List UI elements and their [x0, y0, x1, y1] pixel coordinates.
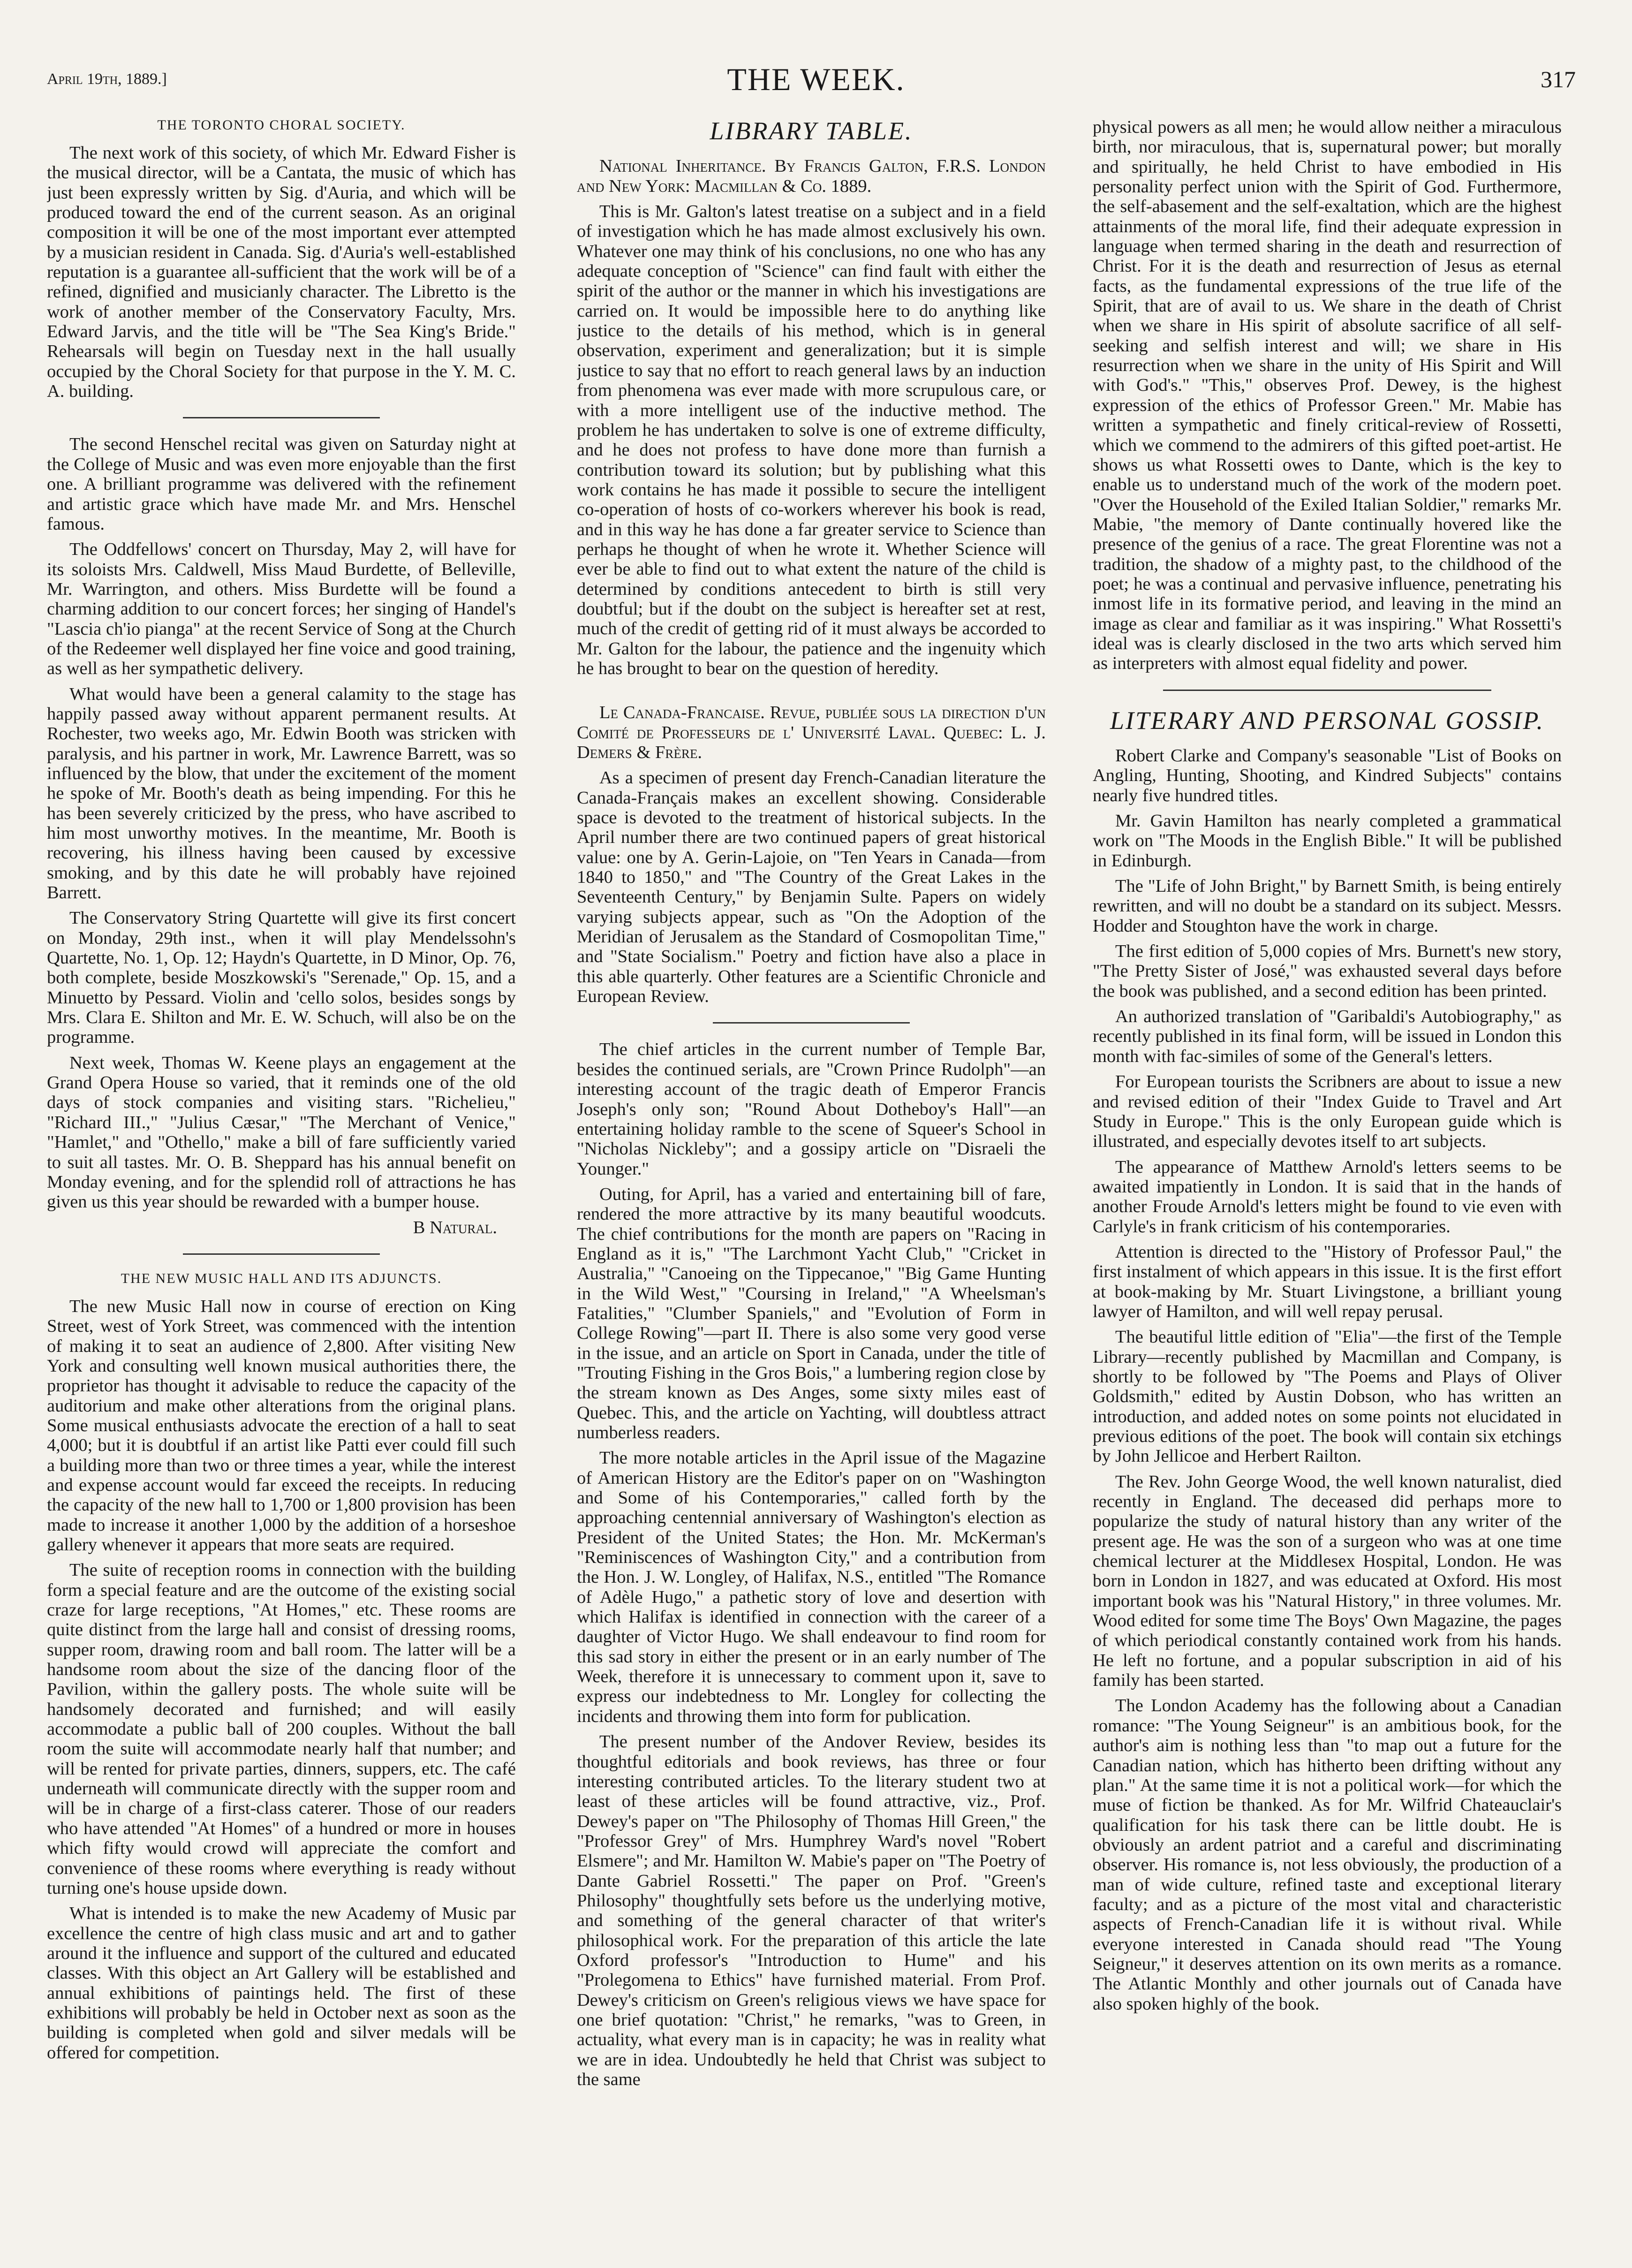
paragraph: What is intended is to make the new Academy of Music par excellence the centre of high class music and art and to gather around it the influence and support of the cultured and educated classes. With this object an Art Gallery will be established and annual exhibitions of paintings held. The first of these exhibitions will probably be held in October next as soon as the building is completed when gold and silver medals will be offered for competition. — [47, 1904, 516, 2063]
paragraph: The Conservatory String Quartette will give its first concert on Monday, 29th inst., when it will play Mendelssohn's Quartette, No. 1, Op. 12; Haydn's Quartette, in D Minor, Op. 76, both complete, beside Moszkowski's "Serenade," Op. 15, and a Minuetto by Pessard. Violin and 'cello solos, besides songs by Mrs. Clara E. Shilton and Mr. E. W. Schuch, will also be on the programme. — [47, 908, 516, 1047]
paragraph: The present number of the Andover Review, besides its thoughtful editorials and book reviews, has three or four interesting contributed articles. To the literary student two at least of these articles will be found attractive, viz., Prof. Dewey's paper on "The Philosophy of Thomas Hill Green," the "Professor Grey" of Mrs. Humphrey Ward's novel "Robert Elsmere"; and Mr. Hamilton W. Mabie's paper on "The Poetry of Dante Gabriel Rossetti." The paper on Prof. "Green's Philosophy" thoughtfully sets before us the underlying motive, and something of the general character of that writer's philosophical work. For the preparation of this article the late Oxford professor's "Introduction to Hume" and his "Prolegomena to Ethics" have furnished material. From Prof. Dewey's criticism on Green's religious views we have space for one brief quotation: "Christ," he remarks, "was to Green, in actuality, what every man is in capacity; he was in reality what we are in idea. Undoubtedly he held that Christ was subject to the same — [577, 1732, 1046, 2090]
paragraph: This is Mr. Galton's latest treatise on a subject and in a field of investigation which he has made almost exclusively his own. Whatever one may think of his conclusions, no one who has any adequate conception of "Science" can find fault with either the spirit of the author or the manner in which his investigations are carried on. It would be impossible here to do anything like justice to the details of his method, which is in general observation, experiment and generalization; but it is simple justice to say that no effort to reach general laws by an induction from phenomena was ever made with more scrupulous care, or with a more intelligent use of the inductive method. The problem he has undertaken to solve is one of extreme difficulty, and he does not profess to have done more than furnish a contribution toward its solution; but by publishing what this work contains he has made it possible to secure the intelligent co-operation of hosts of co-workers wherever his book is read, and in this way he has done a far greater service to Science than perhaps he thought of when he wrote it. Whether Science will ever be able to find out to what extent the nature of the child is determined by conditions antecedent to birth is still very doubtful; but if the doubt on the subject is hereafter set at rest, much of the credit of getting rid of it must always be accorded to Mr. Galton for the labour, the patience and the ingenuity which he has brought to bear on the question of heredity. — [577, 202, 1046, 678]
paragraph: The London Academy has the following about a Canadian romance: "The Young Seigneur" is an ambitious book, for the author's aim is nothing less than "to map out a future for the Canadian nation, which has hitherto been drifting without any plan." At the same time it is not a political work—for which the muse of fiction be thanked. As for Mr. Wilfrid Chateauclair's qualification for his task there can be little doubt. He is obviously an ardent patriot and a careful and discriminating observer. His romance is, not less obviously, the production of a man of wide culture, refined taste and exceptional literary faculty; and as a picture of the most vital and characteristic aspects of French-Canadian life it is without rival. While everyone interested in Canada should read "The Young Seigneur," it deserves attention on its own merits as a romance. The Atlantic Monthly and other journals out of Canada have also spoken highly of the book. — [1093, 1696, 1562, 2014]
issue-date: April 19th, 1889.] — [47, 70, 167, 88]
paragraph: The second Henschel recital was given on Saturday night at the College of Music and was even more enjoyable than the first one. A brilliant programme was delivered with the refinement and artistic grace which have made Mr. and Mrs. Henschel famous. — [47, 434, 516, 534]
paragraph: The suite of reception rooms in connection with the building form a special feature and are the outcome of the existing social craze for large receptions, "At Homes," etc. These rooms are quite distinct from the large hall and consist of dressing rooms, supper room, drawing room and ball room. The latter will be a handsome room about the size of the dancing floor of the Pavilion, within the gallery posts. The whole suite will be handsomely decorated and furnished; and will easily accommodate a public ball of 200 couples. Without the ball room the suite will accommodate nearly half that number; and will be rented for private parties, dinners, suppers, etc. The café underneath will communicate directly with the supper room and will be in charge of a first-class caterer. Those of our readers who have attended "At Homes" of a hundred or more in houses which fifty would crowd will appreciate the comfort and convenience of these rooms where everything is ready without turning one's house upside down. — [47, 1560, 516, 1898]
paragraph-continued: physical powers as all men; he would allow neither a miraculous birth, nor miraculous, that is, supernatural power; but morally and spiritually, he held Christ to have embodied in His personality perfect union with the Spirit of God. Furthermore, the self-abasement and the self-exaltation, which are the highest attainments of the moral life, find their adequate expression in language when termed sharing in the death and resurrection of Christ. For it is the death and resurrection of Jesus as eternal facts, as the fundamental expressions of the true life of the Spirit, that are of avail to us. We share in the death of Christ when we share in His spirit of absolute sacrifice of all self-seeking and selfish interest and will; we share in His resurrection when we share in the unity of His Spirit and Will with God's." "This," observes Prof. Dewey, is the highest expression of the ethics of Professor Green." Mr. Mabie has written a sympathetic and finely critical-review of Rossetti, which we commend to the admirers of this gifted poet-artist. He shows us what Rossetti owes to Dante, which is the key to enable us to understand much of the work of the modern poet. "Over the Household of the Exiled Italian Soldier," remarks Mr. Mabie, "the memory of Dante continually hovered like the presence of the genius of a race. The great Florentine was not a tradition, the shadow of a mighty past, to the childhood of the poet; he was a continual and pervasive influence, penetrating his inmost life in its formative period, and leaving in the mind an image as clear and familiar as it was inspiring." What Rossetti's ideal was is clearly disclosed in the two arts which served him as interpreters with almost equal fidelity and power. — [1093, 117, 1562, 674]
paper-title: THE WEEK. — [727, 61, 905, 97]
page-number: 317 — [1541, 66, 1576, 92]
signature: B Natural. — [413, 1217, 497, 1237]
book-title: Le Canada-Francaise. Revue, publiée sous la direction d'un Comité de Professeurs de l' Université Laval. Quebec: L. J. Demers & Frère. — [577, 703, 1046, 763]
column-middle — [577, 117, 1046, 2238]
book-title: National Inheritance. By Francis Galton, F.R.S. London and New York: Macmillan & Co. 1889. — [577, 156, 1046, 196]
paragraph: The appearance of Matthew Arnold's letters seems to be awaited impatiently in London. It is said that in the hands of another Froude Arnold's letters might be found to vie even with Carlyle's in frank criticism of his contemporaries. — [1093, 1157, 1562, 1236]
paragraph: The next work of this society, of which Mr. Edward Fisher is the musical director, will be a Cantata, the music of which has just been expressly written by Sig. d'Auria, and which will be produced toward the end of the current season. As an original composition it will be one of the most important ever attempted by a musician resident in Canada. Sig. d'Auria's well-established reputation is a guarantee all-sufficient that the work will be of a refined, dignified and musicianly character. The Libretto is the work of another member of the Conservatory Faculty, Mrs. Edward Jarvis, and the title will be "The Sea King's Bride." Rehearsals will begin on Tuesday next in the hall usually occupied by the Choral Society for that purpose in the Y. M. C. A. building. — [47, 143, 516, 402]
paragraph: An authorized translation of "Garibaldi's Autobiography," as recently published in its final form, will be issued in London this month with fac-similes of some of the General's letters. — [1093, 1007, 1562, 1066]
section-heading-library-table: LIBRARY TABLE. — [710, 117, 913, 145]
spacer — [577, 684, 1046, 703]
paragraph: Mr. Gavin Hamilton has nearly completed a grammatical work on "The Moods in the English Bible." It will be published in Edinburgh. — [1093, 811, 1562, 871]
divider — [1163, 690, 1491, 691]
section-heading-music-hall: THE NEW MUSIC HALL AND ITS ADJUNCTS. — [121, 1270, 442, 1286]
section-heading-choral: THE TORONTO CHORAL SOCIETY. — [157, 117, 406, 133]
paragraph: The more notable articles in the April issue of the Magazine of American History are the Editor's paper on on "Washington and Some of his Contemporaries," called forth by the approaching centennial anniversary of Washington's election as President of the United States; the Hon. Mr. McKerman's "Reminiscences of Washington City," and a contribution from the Hon. J. W. Longley, of Halifax, N.S., entitled "The Romance of Adèle Hugo," a pathetic story of love and desertion with which Halifax is identified in connection with the career of a daughter of Victor Hugo. We shall endeavour to find room for this sad story in either the present or in an early number of The Week, therefore it is unnecessary to comment upon it, save to express our indebtedness to Mr. Longley for collecting the incidents and throwing them into form for publication. — [577, 1448, 1046, 1726]
divider — [183, 1253, 380, 1255]
paragraph: The Rev. John George Wood, the well known naturalist, died recently in England. The deceased did perhaps more to popularize the study of natural history than any writer of the present age. He was the son of a surgeon who was at one time chemical lecturer at the Middlesex Hospital, London. He was born in London in 1827, and was educated at Oxford. His most important book was his "Natural History," in three volumes. Mr. Wood edited for some time The Boys' Own Magazine, the pages of which periodical constantly contained work from his hands. He left no fortune, and a popular subscription in aid of his family has been started. — [1093, 1472, 1562, 1691]
paragraph: What would have been a general calamity to the stage has happily passed away without apparent permanent results. At Rochester, two weeks ago, Mr. Edwin Booth was stricken with paralysis, and his partner in work, Mr. Lawrence Barrett, was so influenced by the blow, that under the excitement of the moment he spoke of Mr. Booth's death as being impending. For this he has been severely criticized by the press, who have ascribed to him most unworthy motives. In the meantime, Mr. Booth is recovering, his illness having been caused by excessive smoking, and by this date he will probably have rejoined Barrett. — [47, 684, 516, 903]
paragraph: Robert Clarke and Company's seasonable "List of Books on Angling, Hunting, Shooting, and Kindred Subjects" contains nearly five hundred titles. — [1093, 746, 1562, 805]
paragraph: The chief articles in the current number of Temple Bar, besides the continued serials, are "Crown Prince Rudolph"—an interesting account of the tragic death of Emperor Francis Joseph's only son; "Round About Dotheboy's Hall"—an entertaining holiday ramble to the scene of Squeer's School in "Nicholas Nickleby"; and a gossipy article on "Disraeli the Younger." — [577, 1039, 1046, 1179]
masthead — [0, 0, 1632, 99]
column-left — [47, 117, 516, 2238]
paragraph: The Oddfellows' concert on Thursday, May 2, will have for its soloists Mrs. Caldwell, Miss Maud Burdette, of Belleville, Mr. Warrington, and others. Miss Burdette will be found a charming addition to our concert forces; her singing of Handel's "Lascia ch'io pianga" at the recent Service of Song at the Church of the Redeemer well displayed her fine voice and good training, as well as her sympathetic delivery. — [47, 539, 516, 679]
paragraph: The new Music Hall now in course of erection on King Street, west of York Street, was commenced with the intention of making it to seat an audience of 2,800. After visiting New York and consulting well known musical authorities there, the proprietor has thought it advisable to reduce the capacity of the auditorium and make other alterations from the original plans. Some musical enthusiasts advocate the erection of a hall to seat 4,000; but it is doubtful if an artist like Patti ever could fill such a building more than two or three times a year, while the interest and expense account would far exceed the receipts. In reducing the capacity of the new hall to 1,700 or 1,800 provision has been made to increase it another 1,000 by the addition of a horseshoe gallery whenever it appears that more seats are required. — [47, 1296, 516, 1555]
divider — [713, 1022, 910, 1024]
divider — [183, 417, 380, 418]
section-heading-gossip: LITERARY AND PERSONAL GOSSIP. — [1110, 706, 1545, 735]
paragraph: As a specimen of present day French-Canadian literature the Canada-Français makes an excellent showing. Considerable space is devoted to the treatment of historical subjects. In the April number there are two continued papers of great historical value: one by A. Gerin-Lajoie, on "Ten Years in Canada—from 1840 to 1850," and "The Country of the Great Lakes in the Seventeenth Century," by Benjamin Sulte. Papers on widely varying subjects appear, such as "On the Adoption of the Meridian of Jerusalem as the Standard of Cosmopolitan Time," and "State Socialism." Poetry and fiction have also a place in this able quarterly. Other features are a Scientific Chronicle and European Review. — [577, 768, 1046, 1007]
paragraph: The "Life of John Bright," by Barnett Smith, is being entirely rewritten, and will no doubt be a standard on its subject. Messrs. Hodder and Stoughton have the work in charge. — [1093, 876, 1562, 936]
column-right — [1093, 117, 1562, 2238]
paragraph: Outing, for April, has a varied and entertaining bill of fare, rendered the more attractive by its many beautiful woodcuts. The chief contributions for the month are papers on "Racing in England as it is," "The Larchmont Yacht Club," "Cricket in Australia," "Canoeing on the Tippecanoe," "Big Game Hunting in the Wild West," "Coursing in Ireland," "A Wheelsman's Fatalities," "Clumber Spaniels," and "Evolution of Form in College Rowing"—part II. There is also some very good verse in the issue, and an article on Sport in Canada, under the title of "Trouting Fishing in the Gros Bois," a lumbering region close by the stream known as Des Anges, some sixty miles east of Quebec. This, and the article on Yachting, will doubtless attract numberless readers. — [577, 1184, 1046, 1443]
paragraph: The first edition of 5,000 copies of Mrs. Burnett's new story, "The Pretty Sister of José," was exhausted several days before the book was published, and a second edition has been printed. — [1093, 941, 1562, 1001]
paragraph: For European tourists the Scribners are about to issue a new and revised edition of their "Index Guide to Travel and Art Study in Europe." This is the only European guide which is illustrated, and especially devotes itself to art subjects. — [1093, 1072, 1562, 1152]
paragraph: The beautiful little edition of "Elia"—the first of the Temple Library—recently published by Macmillan and Company, is shortly to be followed by "The Poems and Plays of Oliver Goldsmith," edited by Austin Dobson, who has written an introduction, and added notes on some points not elucidated in previous editions of the poet. The book will contain six etchings by John Jellicoe and Herbert Railton. — [1093, 1327, 1562, 1466]
paragraph: Next week, Thomas W. Keene plays an engagement at the Grand Opera House so varied, that it reminds one of the old days of stock companies and visiting stars. "Richelieu," "Richard III.," "Julius Cæsar," "The Merchant of Venice," "Hamlet," and "Othello," make a bill of fare sufficiently varied to suit all tastes. Mr. O. B. Sheppard has his annual benefit on Monday evening, and for the splendid roll of attractions he has given us this year should be rewarded with a bumper house. — [47, 1053, 516, 1212]
paragraph: Attention is directed to the "History of Professor Paul," the first instalment of which appears in this issue. It is the first effort at book-making by Mr. Stuart Livingstone, a brilliant young lawyer of Hamilton, and will well repay perusal. — [1093, 1242, 1562, 1321]
